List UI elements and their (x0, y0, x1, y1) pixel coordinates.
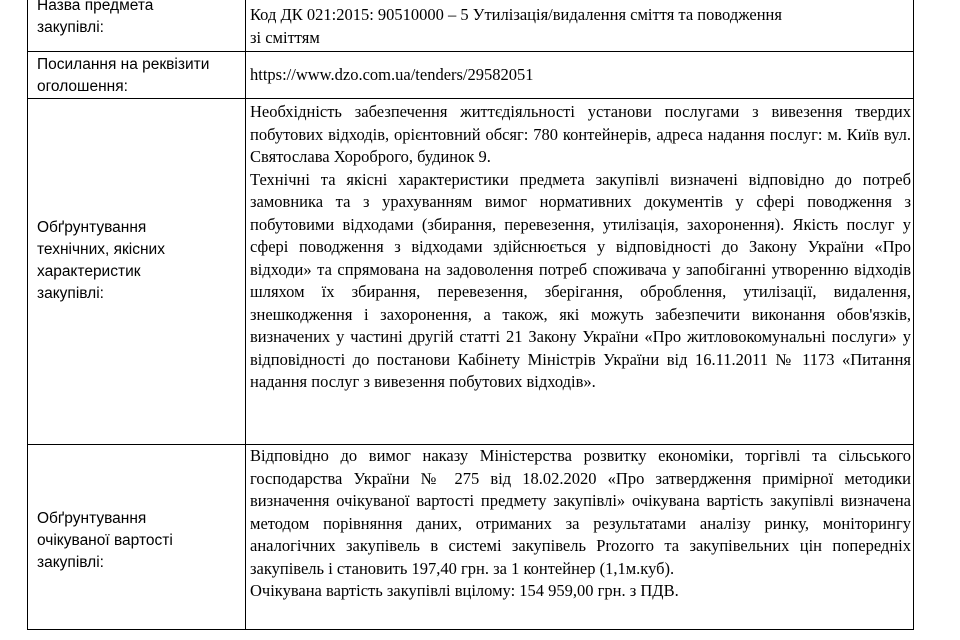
label-cell-cost (28, 445, 246, 630)
label-cost-line-2: очікуваної вартості (37, 532, 173, 549)
table-row-technical (28, 99, 914, 445)
label-link-line-2: оголошення: (37, 78, 128, 95)
cost-paragraph-2: Очікувана вартість закупівлі вцілому: 154 959,00 грн. з ПДВ. (250, 581, 679, 600)
label-subject-line-1: Назва предмета (37, 0, 154, 14)
table-row-link (28, 52, 914, 99)
value-cell-cost (246, 445, 914, 630)
label-technical-line-2: технічних, якісних (37, 240, 165, 258)
label-technical-line-4: закупівлі: (37, 284, 104, 302)
table-row-subject (28, 0, 914, 52)
label-cost-line-3: закупівлі: (37, 554, 104, 571)
label-technical-line-3: характеристик (37, 262, 141, 280)
tender-link[interactable]: https://www.dzo.com.ua/tenders/29582051 (250, 65, 534, 84)
label-cost-line-1: Обґрунтування (37, 510, 147, 527)
label-cell-link (28, 52, 246, 99)
value-cell-subject (246, 0, 914, 52)
technical-paragraph-2: Технічні та якісні характеристики предмета закупівлі визначені відповідно до потреб замовника та з урахуванням вимог нормативних документів у сфері поводження з побутовими відходами (збирання, перевезення, утилізація, захоронення). Якість послуг у сфері поводження з відходами здійснюється у відповідності до Закону України «Про відходи» та спрямована на задоволення потреб споживача у запобіганні утворенню відходів шляхом їх збирання, перевезення, зберігання, оброблення, утилізації, видалення, знешкодження і захоронення, а також, які можуть забезпечити виконання обов'язків, визначених у частині другій статті 21 Закону України «Про житловокомунальні послуги» у відповідності до постанови Кабінету Міністрів України від 16.11.2011 № 1173 «Питання надання послуг з вивезення побутових відходів». (250, 169, 911, 391)
value-cell-link (246, 52, 914, 99)
table-row-cost (28, 445, 914, 630)
subject-code-line-2: зі сміттям (250, 27, 320, 47)
label-technical-line-1: Обґрунтування (37, 218, 147, 236)
label-cell-subject (28, 0, 246, 52)
technical-paragraph-1: Необхідність забезпечення життєдіяльності установи послугами з вивезення твердих побутових відходів, орієнтовний обсяг: 780 контейнерів, адреса надання послуг: м. Київ вул. Святослава Хороброго, будинок 9. (250, 102, 911, 166)
value-cell-technical (246, 99, 914, 445)
label-link-line-1: Посилання на реквізити (37, 56, 210, 73)
cost-paragraph-1: Відповідно до вимог наказу Міністерства розвитку економіки, торгівлі та сільського господарства України № 275 від 18.02.2020 «Про затвердження примірної методики визначення очікуваної вартості предмету закупівлі» очікувана вартість закупівлі визначена методом порівняння даних, отриманих за результатами аналізу ринку, моніторингу аналогічних закупівель в системі закупівель Prozorro та закупівельних цін попередніх закупівель і становить 197,40 грн. за 1 контейнер (1,1м.куб). (250, 446, 911, 578)
label-subject-line-2: закупівлі: (37, 19, 104, 36)
procurement-info-table (27, 0, 914, 630)
label-cell-technical (28, 99, 246, 445)
subject-code-line-1: Код ДК 021:2015: 90510000 – 5 Утилізація/видалення сміття та поводження (250, 5, 782, 24)
